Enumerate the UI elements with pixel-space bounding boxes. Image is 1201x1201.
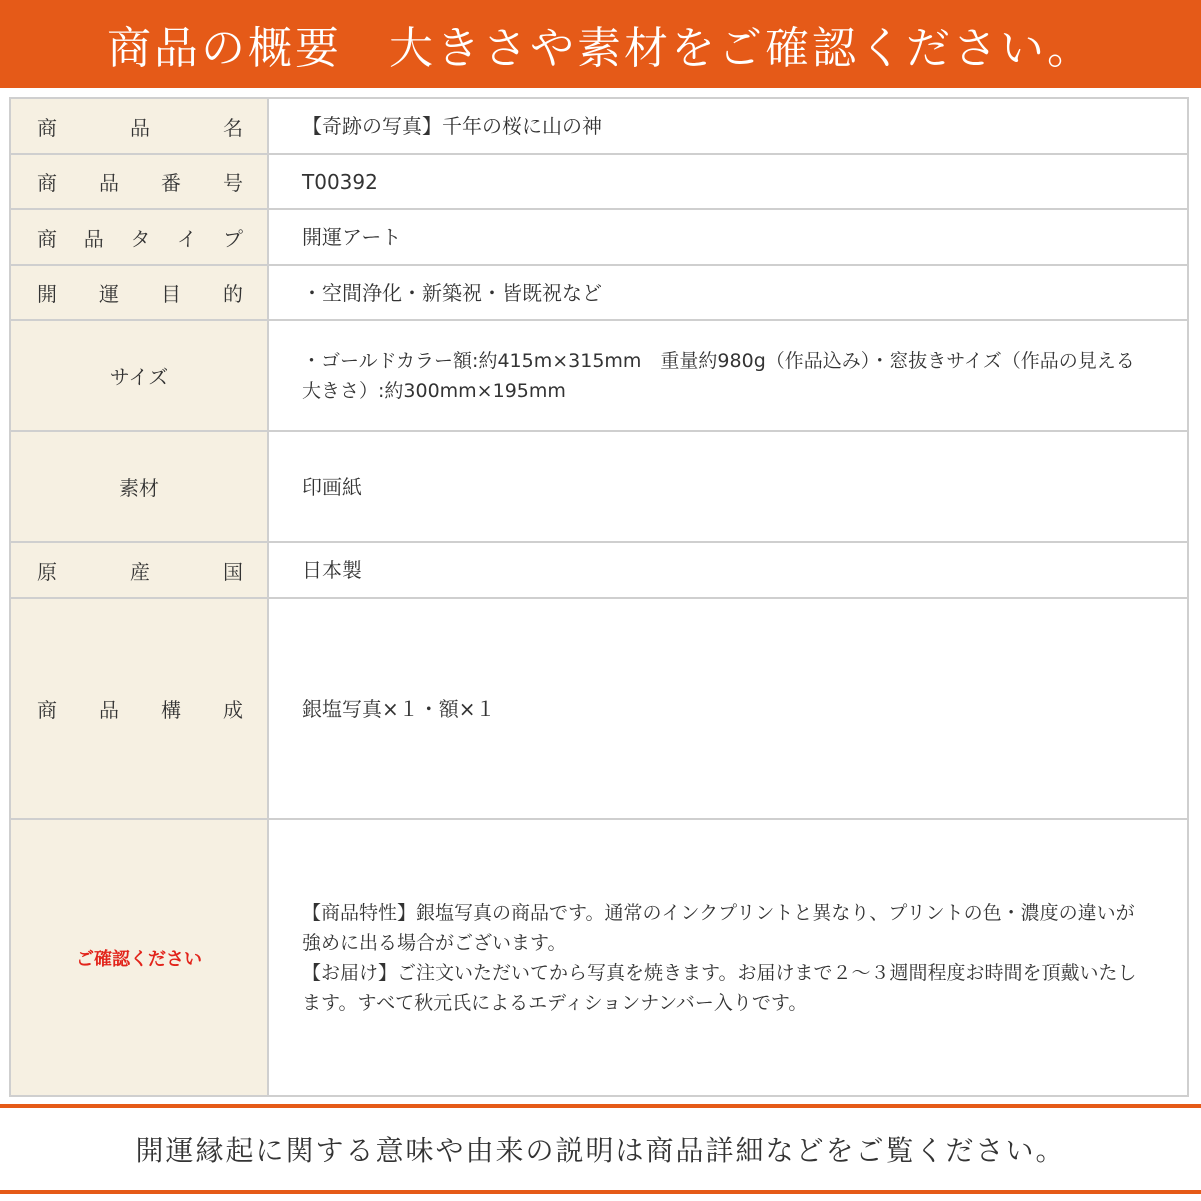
- row-value-material: 印画紙: [268, 431, 1188, 542]
- row-label-product-type: 商品タイプ: [10, 209, 268, 265]
- table-row: [10, 542, 1188, 598]
- footer-note: 開運縁起に関する意味や由来の説明は商品詳細などをご覧ください。: [135, 1134, 1066, 1167]
- row-value-size: ・ゴールドカラー額:約415m×315mm 重量約980g（作品込み）・窓抜きサイズ（作品の見える大きさ）:約300mm×195mm: [268, 320, 1188, 431]
- header-banner: [0, 0, 1201, 88]
- row-label-purpose: 開運目的: [10, 265, 268, 320]
- row-value-product-type: 開運アート: [268, 209, 1188, 265]
- table-row: [10, 265, 1188, 320]
- table-row: [10, 819, 1188, 1096]
- row-value-product-name: 【奇跡の写真】千年の桜に山の神: [268, 98, 1188, 154]
- product-spec-table: [9, 97, 1189, 1097]
- table-row: [10, 209, 1188, 265]
- notice-delivery: 【お届け】ご注文いただいてから写真を焼きます。お届けまで２〜３週間程度お時間を頂戴いたします。すべて秋元氏によるエディションナンバー入りです。: [302, 961, 1137, 1014]
- footer-bottom-rule: [0, 1190, 1201, 1194]
- notice-characteristics: 【商品特性】銀塩写真の商品です。通常のインクプリントと異なり、プリントの色・濃度の違いが強めに出る場合がございます。: [302, 901, 1135, 954]
- row-value-origin: 日本製: [268, 542, 1188, 598]
- row-label-size: サイズ: [10, 320, 268, 431]
- row-value-product-number: T00392: [268, 154, 1188, 209]
- table-row: [10, 154, 1188, 209]
- row-label-product-number: 商品番号: [10, 154, 268, 209]
- table-row: [10, 431, 1188, 542]
- row-label-material: 素材: [10, 431, 268, 542]
- table-row: [10, 98, 1188, 154]
- row-value-purpose: ・空間浄化・新築祝・皆既祝など: [268, 265, 1188, 320]
- row-value-notice: [268, 819, 1188, 1096]
- row-label-origin: 原 産 国: [10, 542, 268, 598]
- page-title: 商品の概要 大きさや素材をご確認ください。: [107, 23, 1094, 74]
- table-row: [10, 598, 1188, 819]
- row-value-contents: 銀塩写真×１・額×１: [268, 598, 1188, 819]
- row-label-product-name: 商 品 名: [10, 98, 268, 154]
- table-row: [10, 320, 1188, 431]
- row-label-contents: 商品構成: [10, 598, 268, 819]
- row-label-notice: ご確認ください: [10, 819, 268, 1096]
